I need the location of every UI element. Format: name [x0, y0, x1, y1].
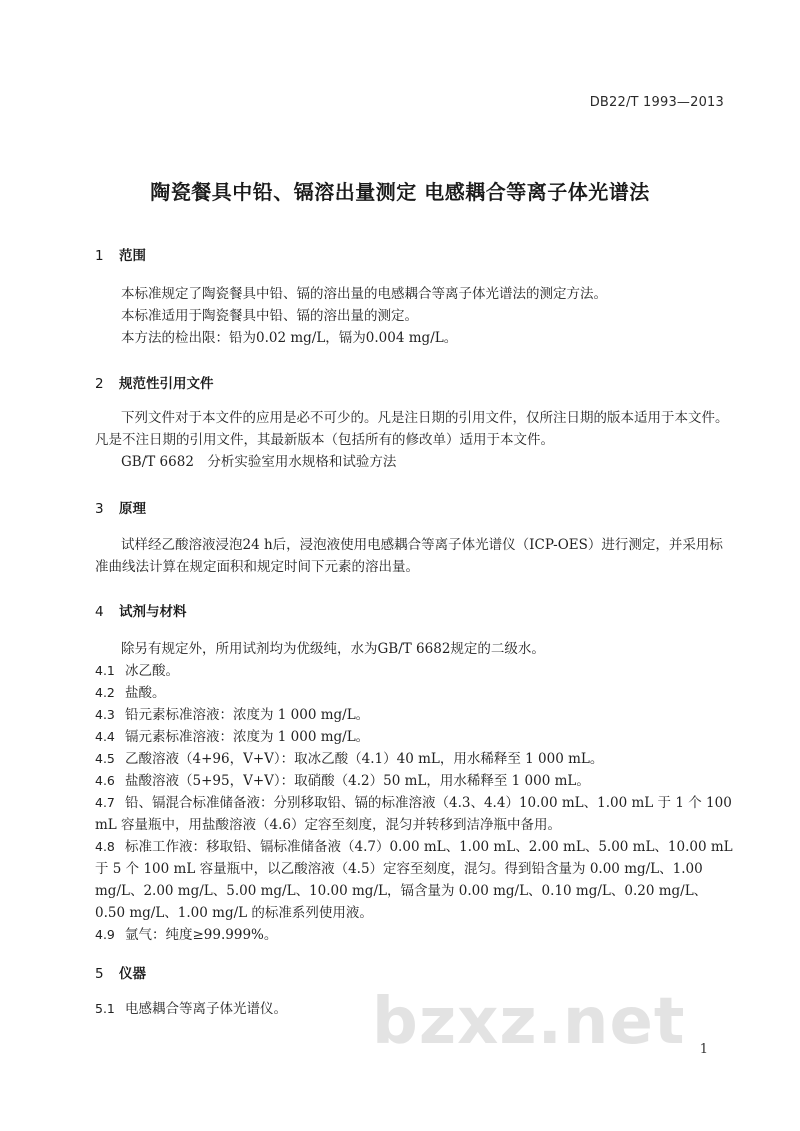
clause-item	[95, 770, 735, 792]
section-4-heading	[95, 600, 187, 620]
clause-number: 4.5	[95, 751, 115, 766]
clause-text: 电感耦合等离子体光谱仪。	[125, 1001, 287, 1017]
clause-number: 4.3	[95, 707, 115, 722]
section-title: 规范性引用文件	[119, 376, 214, 392]
standard-code: DB22/T 1993—2013	[589, 95, 724, 110]
paragraph: 本标准适用于陶瓷餐具中铅、镉的溶出量的测定。	[121, 308, 418, 324]
section-title: 范围	[119, 248, 146, 264]
clause-text: 乙酸溶液（4+96，V+V）：取冰乙酸（4.1）40 mL，用水稀释至 1 000 mL。	[125, 751, 604, 767]
clause-text: 冰乙酸。	[125, 663, 179, 679]
section-2-heading	[95, 372, 214, 392]
section-title: 原理	[119, 501, 146, 517]
clause-text: 盐酸溶液（5+95，V+V）：取硝酸（4.2）50 mL，用水稀释至 1 000 mL。	[125, 773, 590, 789]
document-title: 陶瓷餐具中铅、镉溶出量测定 电感耦合等离子体光谱法	[150, 180, 650, 204]
section-number: 4	[95, 604, 104, 620]
clause-item	[95, 704, 735, 726]
paragraph: 本方法的检出限：铅为0.02 mg/L，镉为0.004 mg/L。	[121, 330, 458, 346]
clause-text: 铅、镉混合标准储备液：分别移取铅、镉的标准溶液（4.3、4.4）10.00 mL、1.00 mL 于 1 个 100 mL 容量瓶中，用盐酸溶液（4.6）定容至刻度，混匀并转移到洁净瓶中备用。	[95, 795, 732, 833]
clause-number: 4.9	[95, 927, 115, 942]
clause-item	[95, 836, 735, 924]
clause-item	[95, 924, 735, 946]
section-3-heading	[95, 497, 146, 517]
section-title: 试剂与材料	[119, 604, 187, 620]
clause-item	[95, 748, 735, 770]
clause-text: 标准工作液：移取铅、镉标准储备液（4.7）0.00 mL、1.00 mL、2.00 mL、5.00 mL、10.00 mL 于 5 个 100 mL 容量瓶中，以乙酸溶液（4.5）定容至刻度，混匀。得到铅含量为 0.00 mg/L、1.00 mg/L、2.00 mg/L、5.00 mg/L、10.00 mg/L，镉含量为 0.00 mg/L、0.10 mg/L、0.20 mg/L、0.50 mg/L、1.00 mg/L 的标准系列使用液。	[95, 839, 733, 921]
section-title: 仪器	[119, 966, 146, 982]
clause-text: 氩气：纯度≥99.999%。	[125, 927, 278, 943]
page-number: 1	[699, 1042, 708, 1057]
section-5-heading	[95, 962, 146, 982]
section-number: 3	[95, 501, 104, 517]
paragraph: 除另有规定外，所用试剂均为优级纯，水为GB/T 6682规定的二级水。	[121, 641, 545, 657]
clause-number: 5.1	[95, 1001, 115, 1016]
clause-number: 4.1	[95, 663, 115, 678]
section-number: 2	[95, 376, 104, 392]
watermark: bzxz.net	[372, 985, 686, 1059]
clause-text: 镉元素标准溶液：浓度为 1 000 mg/L。	[125, 729, 370, 745]
normative-reference: GB/T 6682 分析实验室用水规格和试验方法	[121, 454, 397, 470]
clause-item	[95, 792, 735, 836]
clause-item	[95, 726, 735, 748]
paragraph: 本标准规定了陶瓷餐具中铅、镉的溶出量的电感耦合等离子体光谱法的测定方法。	[121, 286, 607, 302]
section-number: 1	[95, 248, 104, 264]
clause-number: 4.4	[95, 729, 115, 744]
section-1-heading	[95, 244, 146, 264]
section-number: 5	[95, 966, 104, 982]
paragraph: 试样经乙酸溶液浸泡24 h后，浸泡液使用电感耦合等离子体光谱仪（ICP-OES）进行测定，并采用标准曲线法计算在规定面积和规定时间下元素的溶出量。	[95, 537, 723, 575]
clause-item	[95, 660, 735, 682]
paragraph: 下列文件对于本文件的应用是必不可少的。凡是注日期的引用文件，仅所注日期的版本适用于本文件。凡是不注日期的引用文件，其最新版本（包括所有的修改单）适用于本文件。	[95, 410, 729, 448]
clause-text: 盐酸。	[125, 685, 166, 701]
clause-item	[95, 682, 735, 704]
clause-number: 4.6	[95, 773, 115, 788]
clause-number: 4.2	[95, 685, 115, 700]
clause-number: 4.8	[95, 839, 115, 854]
clause-number: 4.7	[95, 795, 115, 810]
clause-text: 铅元素标准溶液：浓度为 1 000 mg/L。	[125, 707, 370, 723]
